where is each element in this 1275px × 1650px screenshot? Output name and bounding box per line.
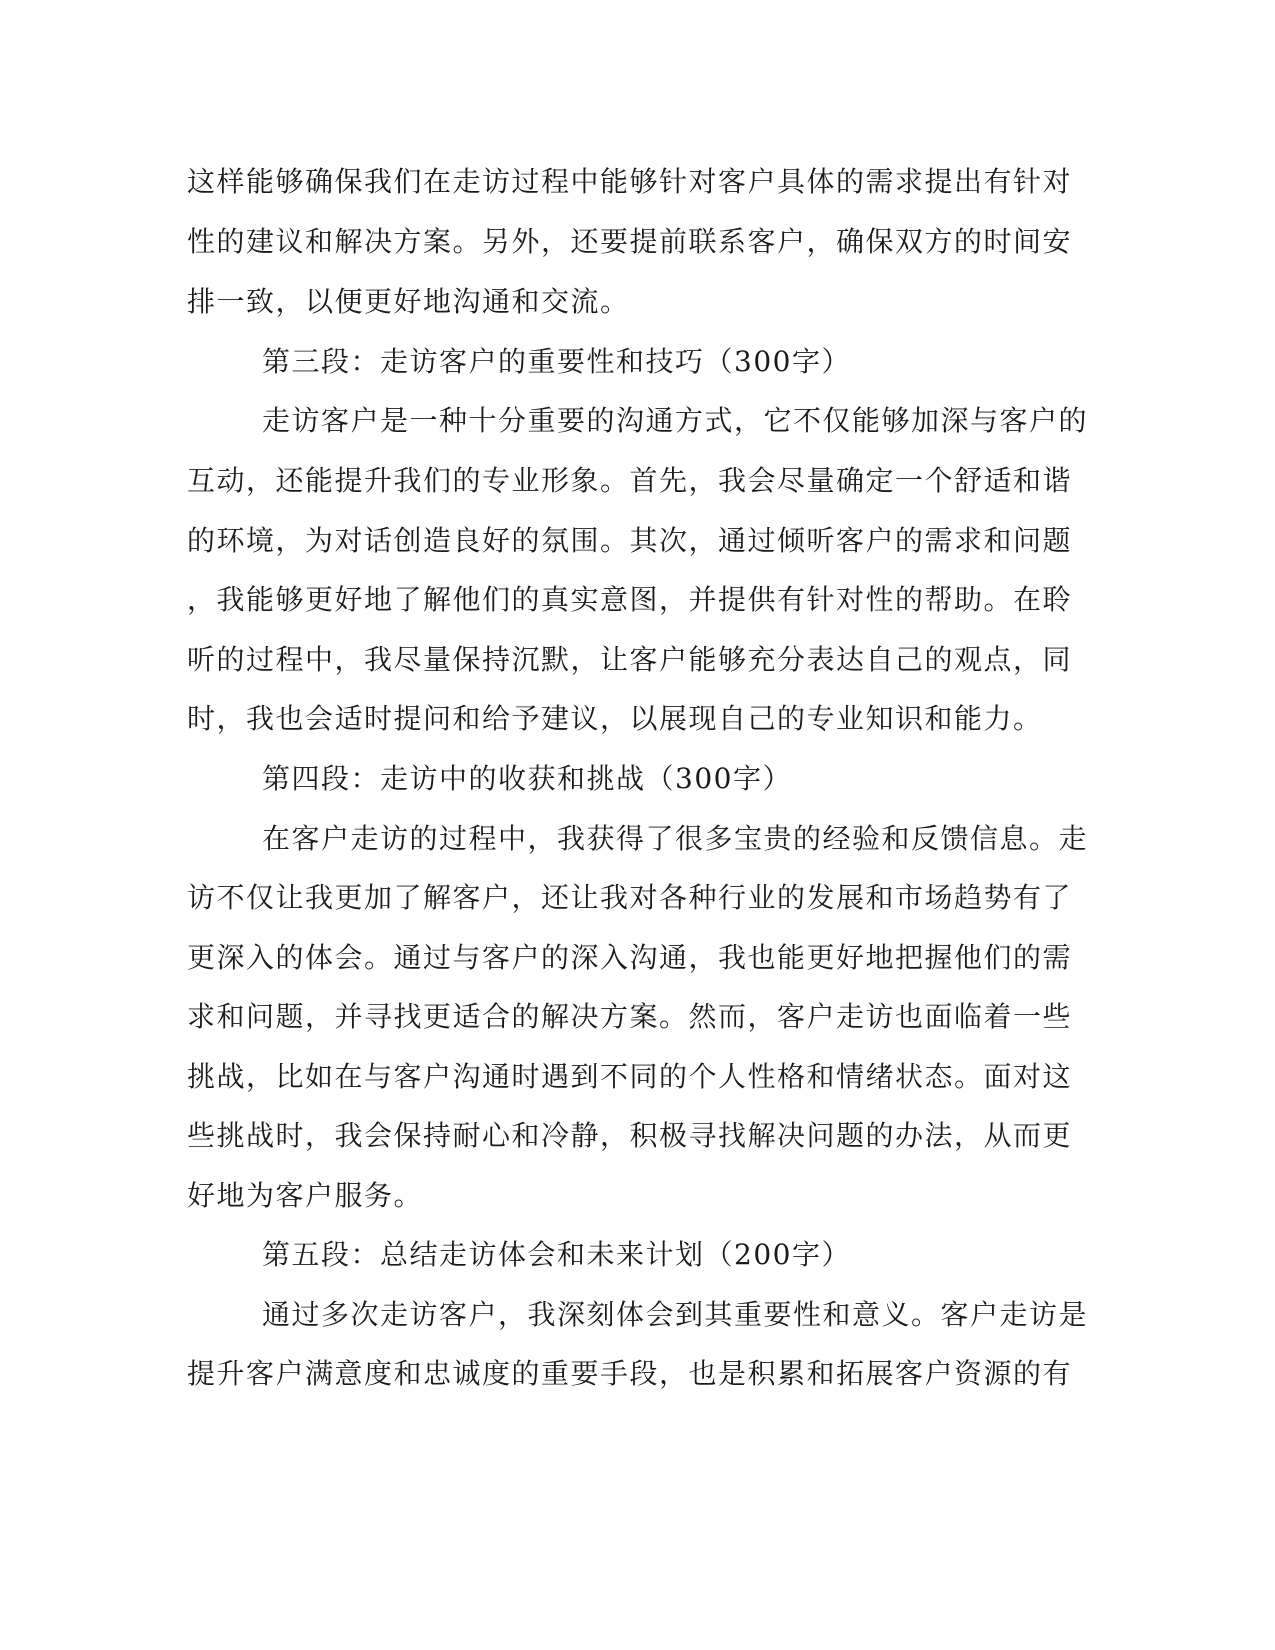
body-text-line: 些挑战时，我会保持耐心和冷静，积极寻找解决问题的办法，从而更 bbox=[187, 1119, 1073, 1152]
body-text-line: 互动，还能提升我们的专业形象。首先，我会尽量确定一个舒适和谐 bbox=[187, 464, 1073, 497]
body-text-line: 的环境，为对话创造良好的氛围。其次，通过倾听客户的需求和问题 bbox=[187, 524, 1073, 557]
body-text-line: 时，我也会适时提问和给予建议，以展现自己的专业知识和能力。 bbox=[187, 702, 1043, 735]
body-text-line: ，我能够更好地了解他们的真实意图，并提供有针对性的帮助。在聆 bbox=[187, 583, 1073, 616]
body-text-line: 通过多次走访客户，我深刻体会到其重要性和意义。客户走访是 bbox=[262, 1298, 1089, 1331]
body-text-line: 走访客户是一种十分重要的沟通方式，它不仅能够加深与客户的 bbox=[262, 404, 1089, 437]
body-text-line: 好地为客户服务。 bbox=[187, 1179, 424, 1212]
section-heading-5: 第五段：总结走访体会和未来计划（200字） bbox=[262, 1238, 851, 1271]
body-text-line: 访不仅让我更加了解客户，还让我对各种行业的发展和市场趋势有了 bbox=[187, 881, 1073, 914]
body-text-line: 这样能够确保我们在走访过程中能够针对客户具体的需求提出有针对 bbox=[187, 165, 1073, 198]
body-text-line: 排一致，以便更好地沟通和交流。 bbox=[187, 285, 630, 318]
body-text-line: 在客户走访的过程中，我获得了很多宝贵的经验和反馈信息。走 bbox=[262, 822, 1089, 855]
body-text-line: 挑战，比如在与客户沟通时遇到不同的个人性格和情绪状态。面对这 bbox=[187, 1060, 1073, 1093]
body-text-line: 性的建议和解决方案。另外，还要提前联系客户，确保双方的时间安 bbox=[187, 225, 1073, 258]
body-text-line: 提升客户满意度和忠诚度的重要手段，也是积累和拓展客户资源的有 bbox=[187, 1357, 1073, 1390]
body-text-line: 更深入的体会。通过与客户的深入沟通，我也能更好地把握他们的需 bbox=[187, 941, 1073, 974]
section-heading-4: 第四段：走访中的收获和挑战（300字） bbox=[262, 762, 792, 795]
body-text-line: 听的过程中，我尽量保持沉默，让客户能够充分表达自己的观点，同 bbox=[187, 643, 1073, 676]
body-text-line: 求和问题，并寻找更适合的解决方案。然而，客户走访也面临着一些 bbox=[187, 1000, 1073, 1033]
section-heading-3: 第三段：走访客户的重要性和技巧（300字） bbox=[262, 345, 851, 378]
